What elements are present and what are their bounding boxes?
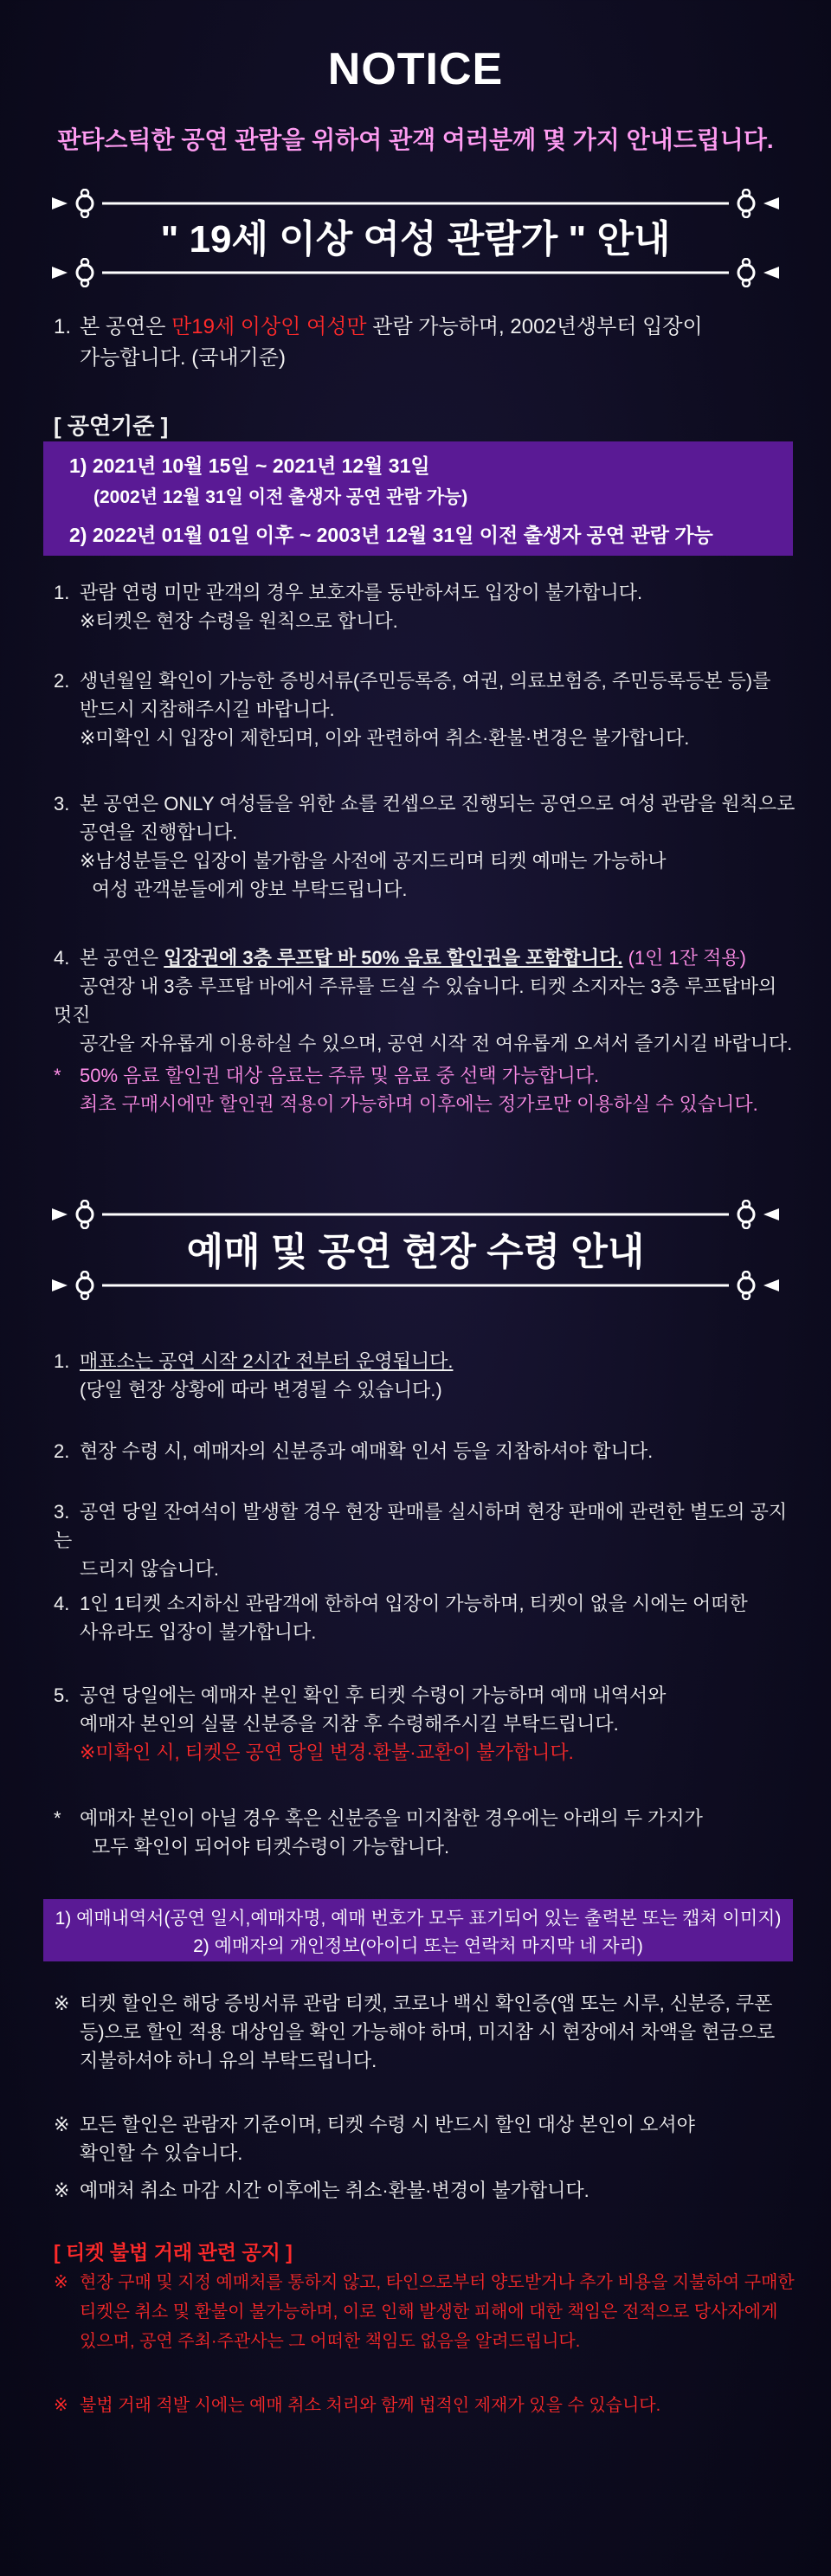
- proxy-pickup-note: * 예매자 본인이 아닐 경우 혹은 신분증을 미지참한 경우에는 아래의 두 가지가 모두 확인이 되어야 티켓수령이 가능합니다.: [54, 1807, 703, 1858]
- criteria-label: [ 공연기준 ]: [54, 413, 169, 439]
- required-doc-2: 2) 예매자의 개인정보(아이디 또는 연락처 마지막 네 자리): [193, 1936, 643, 1956]
- illegal-trade-note-1: ※ 현장 구매 및 지정 예매처를 통하지 않고, 타인으로부터 양도받거나 추가 비용을 지불하여 구매한 티켓은 취소 및 환불이 불가능하며, 이로 인해 발생한 피해에 대한 책임은 전적으로 당사자에게 있으며, 공연 주최·주관사는 그 어떠한 책임도 없음을 알려드립니다.: [54, 2273, 795, 2351]
- drink-discount-note: * 50% 음료 할인권 대상 음료는 주류 및 음료 중 선택 가능합니다. 최초 구매시에만 할인권 적용이 가능하며 이후에는 정가로만 이용하실 수 있습니다.: [54, 1065, 758, 1115]
- discount-note-2: ※ 모든 할인은 관람자 기준이며, 티켓 수령 시 반드시 할인 대상 본인이 오셔야 확인할 수 있습니다.: [54, 2114, 695, 2164]
- page-title: NOTICE: [327, 44, 504, 94]
- required-doc-1: 1) 예매내역서(공연 일시,예매자명, 예매 번호가 모두 표기되어 있는 출력본 또는 캡쳐 이미지): [55, 1909, 782, 1929]
- age-item-list-3: 3. 본 공연은 ONLY 여성들을 위한 쇼를 컨셉으로 진행되는 공연으로 여성 관람을 원칙으로 공연을 진행합니다. ※남성분들은 입장이 불가함을 사전에 공지드리며 티켓 예매는 가능하나 여성 관객분들에게 양보 부탁드립니다.: [54, 793, 796, 900]
- ticket-item-3: 3. 공연 당일 잔여석이 발생할 경우 현장 판매를 실시하며 현장 판매에 관련한 별도의 공지는 드리지 않습니다.: [54, 1501, 788, 1580]
- section-heading-age: " 19세 이상 여성 관람가 " 안내: [160, 218, 671, 261]
- criteria-line-1: 1) 2021년 10월 15일 ~ 2021년 12월 31일: [69, 454, 430, 477]
- page-subtitle: 판타스틱한 공연 관람을 위하여 관객 여러분께 몇 가지 안내드립니다.: [57, 126, 774, 153]
- criteria-line-3: 2) 2022년 01월 01일 이후 ~ 2003년 12월 31일 이전 출생자 공연 관람 가능: [69, 524, 713, 546]
- illegal-trade-note-2: ※ 불법 거래 적발 시에는 예매 취소 처리와 함께 법적인 제재가 있을 수 있습니다.: [54, 2396, 661, 2415]
- age-item-list-1: 1. 관람 연령 미만 관객의 경우 보호자를 동반하셔도 입장이 불가합니다. ※티켓은 현장 수령을 원칙으로 합니다.: [54, 582, 643, 632]
- ticket-item-4: 4. 1인 1티켓 소지하신 관람객에 한하여 입장이 가능하며, 티켓이 없을 시에는 어떠한 사유라도 입장이 불가합니다.: [54, 1593, 748, 1643]
- ticket-item-1: 1. 매표소는 공연 시작 2시간 전부터 운영됩니다. (당일 현장 상황에 따라 변경될 수 있습니다.): [54, 1350, 454, 1401]
- section-heading-ticket: 예매 및 공연 현장 수령 안내: [186, 1231, 645, 1273]
- criteria-line-2: (2002년 12월 31일 이전 출생자 공연 관람 가능): [93, 487, 468, 507]
- discount-note-1: ※ 티켓 할인은 해당 증빙서류 관람 티켓, 코로나 백신 확인증(앱 또는 시루, 신분증, 쿠폰 등)으로 할인 적용 대상임을 확인 가능해야 하며, 미지참 시 현장에서 차액을 현금으로 지불하셔야 하니 유의 부탁드립니다.: [54, 1993, 776, 2071]
- ornament-divider-bottom-2: [50, 1271, 781, 1300]
- illegal-trade-label: [ 티켓 불법 거래 관련 공지 ]: [54, 2241, 293, 2264]
- age-item-list-4: 4. 본 공연은 입장권에 3층 루프탑 바 50% 음료 할인권을 포함합니다. (1인 1잔 적용) 공연장 내 3층 루프탑 바에서 주류를 드실 수 있습니다. 티켓 소지자는 3층 루프탑바의 멋진 공간을 자유롭게 이용하실 수 있으며, 공연 시작 전 여유롭게 오셔서 즐기시길 바랍니다.: [54, 947, 793, 1054]
- age-item-1: 1. 본 공연은 만19세 이상인 여성만 관람 가능하며, 2002년생부터 입장이 가능합니다. (국내기준): [54, 315, 703, 370]
- ticket-item-2: 2. 현장 수령 시, 예매자의 신분증과 예매확 인서 등을 지참하셔야 합니다.: [54, 1440, 654, 1462]
- criteria-box: [43, 441, 793, 556]
- ticket-item-5: 5. 공연 당일에는 예매자 본인 확인 후 티켓 수령이 가능하며 예매 내역서와 예매자 본인의 실물 신분증을 지참 후 수령해주시길 부탁드립니다. ※미확인 시, 티켓은 공연 당일 변경·환불·교환이 불가합니다.: [54, 1684, 667, 1763]
- cancel-deadline-note: ※ 예매처 취소 마감 시간 이후에는 취소·환불·변경이 불가합니다.: [54, 2180, 589, 2201]
- age-item-list-2: 2. 생년월일 확인이 가능한 증빙서류(주민등록증, 여권, 의료보험증, 주민등록등본 등)를 반드시 지참해주시길 바랍니다. ※미확인 시 입장이 제한되며, 이와 관련하여 취소·환불·변경은 불가합니다.: [54, 670, 771, 749]
- required-documents-box: [43, 1899, 793, 1961]
- ornament-divider-bottom: [50, 258, 781, 287]
